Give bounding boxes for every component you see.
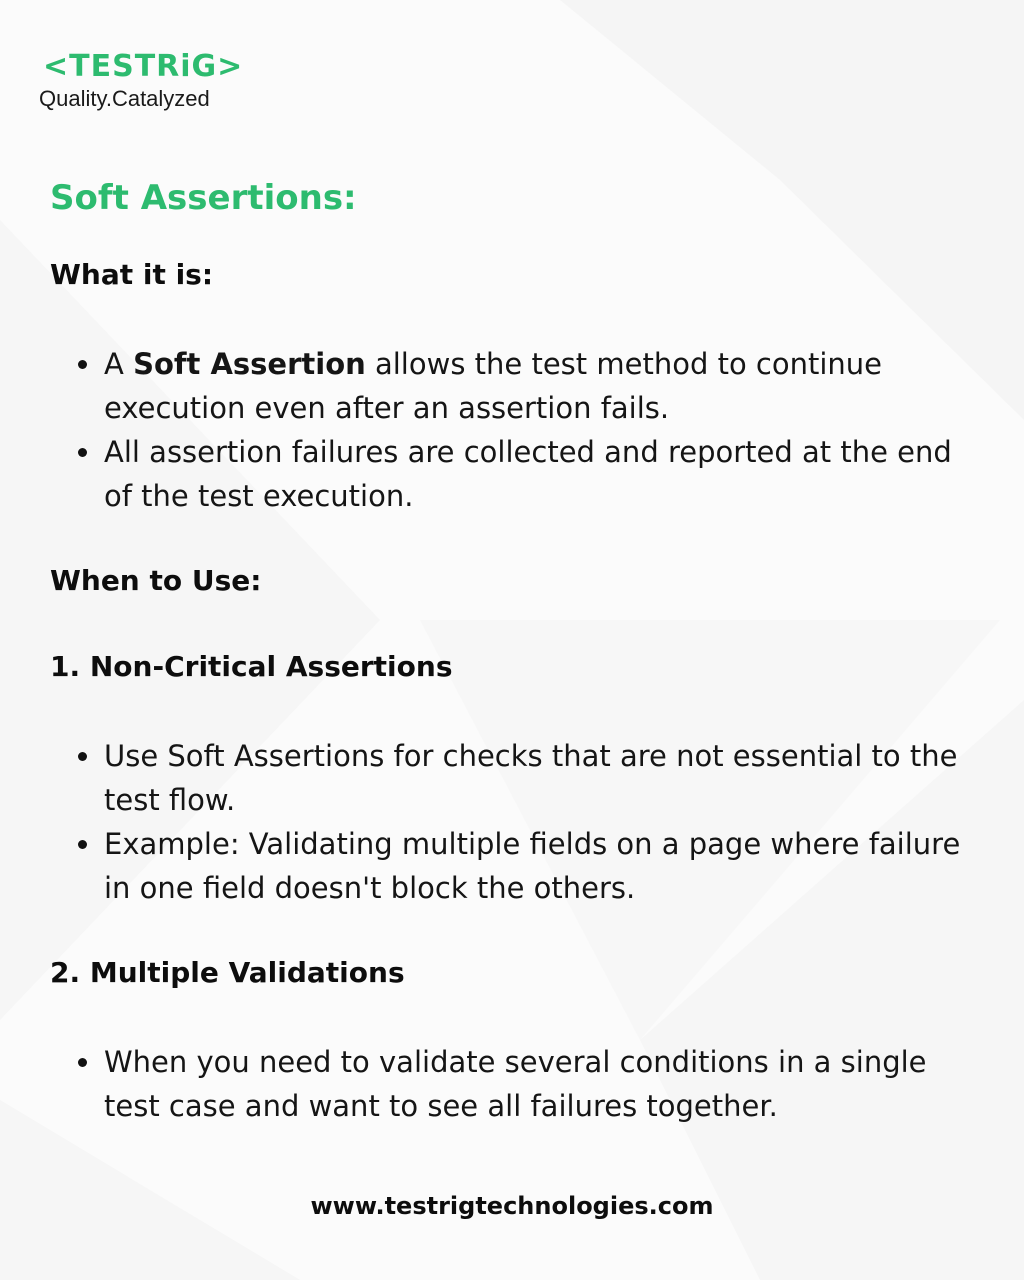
list-item: A Soft Assertion allows the test method to continue execution even after an assertion fails.: [0, 342, 1024, 430]
bullet-dot-icon: [78, 448, 87, 457]
non-critical-list: [0, 734, 1024, 910]
bold-term: Soft Assertion: [133, 347, 366, 381]
bullet-dot-icon: [78, 360, 87, 369]
logo-wordmark: <TESTRiG>: [43, 49, 244, 84]
list-item: Use Soft Assertions for checks that are not essential to the test flow.: [0, 734, 1024, 822]
what-it-is-heading: What it is:: [50, 258, 214, 291]
multiple-validations-list: [0, 1040, 1024, 1128]
brand-logo: [39, 49, 244, 112]
list-item: All assertion failures are collected and reported at the end of the test execution.: [0, 430, 1024, 518]
what-it-is-list: [0, 342, 1024, 518]
bullet-dot-icon: [78, 840, 87, 849]
list-item: When you need to validate several conditions in a single test case and want to see all failures together.: [0, 1040, 1024, 1128]
section-heading-non-critical: 1. Non-Critical Assertions: [50, 650, 453, 683]
bullet-dot-icon: [78, 1058, 87, 1067]
logo-tagline: Quality.Catalyzed: [39, 86, 210, 111]
section-heading-multiple-validations: 2. Multiple Validations: [50, 956, 405, 989]
bullet-dot-icon: [78, 752, 87, 761]
footer-website-link[interactable]: www.testrigtechnologies.com: [310, 1192, 714, 1220]
when-to-use-heading: When to Use:: [50, 564, 262, 597]
list-item: Example: Validating multiple fields on a page where failure in one field doesn't block the others.: [0, 822, 1024, 910]
page-title: Soft Assertions:: [50, 178, 357, 218]
